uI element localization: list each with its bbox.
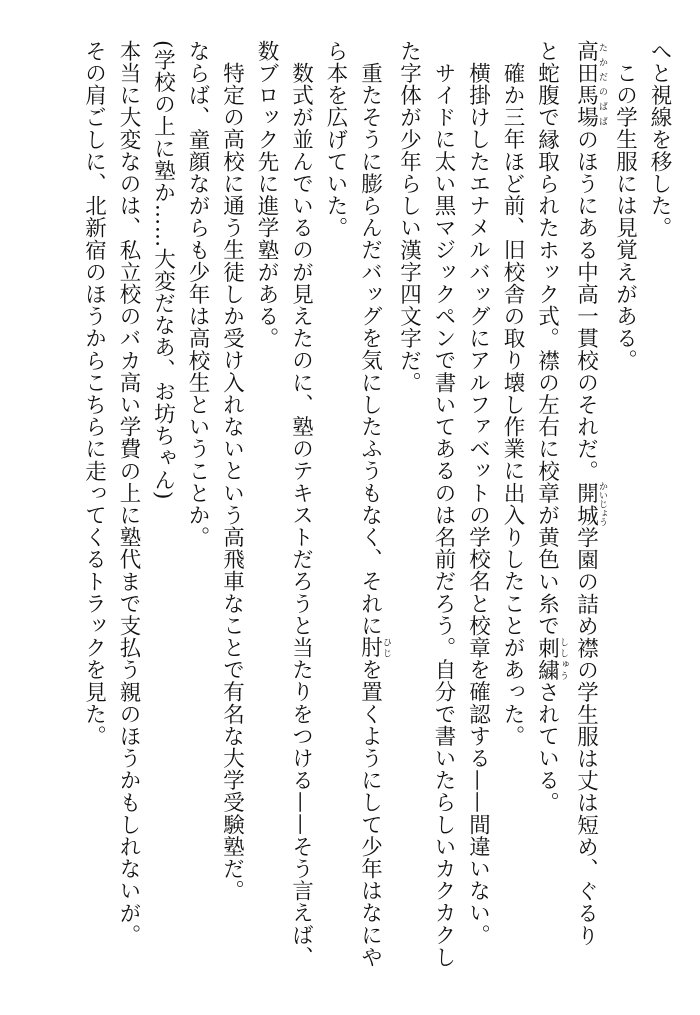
furigana-reading: たかだのばば (597, 40, 607, 129)
text-segment: 重たそうに膨らんだバッグを気にしたふうもなく、それに (357, 61, 383, 637)
text-line-17: その肩ごしに、北新宿のほうからこちらに走ってくるトラックを見た。 (81, 40, 107, 748)
text-line-3 (568, 40, 607, 990)
text-line-4 (529, 40, 568, 990)
furigana-reading: ししゅう (558, 636, 568, 681)
text-segment: と蛇腹で縁取られたホック式。襟の左右に校章が黄色い糸で (534, 40, 560, 637)
text-line-10: ら本を広げていた。 (323, 40, 348, 239)
furigana-word: 刺繍ししゅう (534, 636, 568, 681)
text-line-6: 横掛けしたエナメルバッグにアルファベットの学校名と校章を確認する——間違いない。 (465, 61, 491, 946)
text-line-14: ならば、童顔ながらも少年は高校生ということか。 (185, 40, 210, 549)
text-line-9 (352, 40, 391, 990)
furigana-word: 高田馬場たかだのばば (573, 40, 607, 129)
text-segment: のほうにある中高一貫校のそれだ。 (573, 128, 599, 483)
text-line-1: へと視線を移した。 (647, 40, 672, 239)
text-line-2: この学生服には見覚えがある。 (612, 61, 638, 371)
text-line-11: 数式が並んでいるのが見えたのに、塾のテキストだろうと当たりをつける——そう言えば、 (288, 61, 314, 968)
furigana-word: 開城かいじょう (573, 481, 607, 527)
text-line-13: 特定の高校に通う生徒しか受け入れないという高飛車なことで有名な大学受験塾だ。 (219, 61, 245, 902)
text-line-8: た字体が少年らしい漢字四文字だ。 (396, 40, 422, 394)
furigana-reading: かいじょう (597, 481, 607, 527)
furigana-word: 肘ひじ (357, 636, 391, 659)
text-segment: 学園の詰め襟の学生服は丈は短め、ぐるり (573, 526, 599, 947)
text-segment: されている。 (534, 680, 560, 814)
text-segment: を置くようにして少年はなにや (357, 658, 383, 968)
text-line-16: 本当に大変なのは、私立校のバカ高い学費の上に塾代まで支払う親のほうかもしれないが。 (116, 40, 141, 947)
vertical-text-body (24, 40, 676, 990)
furigana-reading: ひじ (381, 636, 391, 659)
text-line-5: 確か三年ほど前、旧校舎の取り壊し作業に出入りしたことがあった。 (500, 61, 525, 747)
text-line-15: (学校の上に塾か……大変だなあ、お坊ちゃん) (150, 40, 176, 500)
text-line-7: サイドに太い黒マジックペンで書いてあるのは名前だろう。自分で書いたらしいカクカクし (431, 61, 456, 968)
text-line-12: 数ブロック先に進学塾がある。 (254, 40, 279, 350)
